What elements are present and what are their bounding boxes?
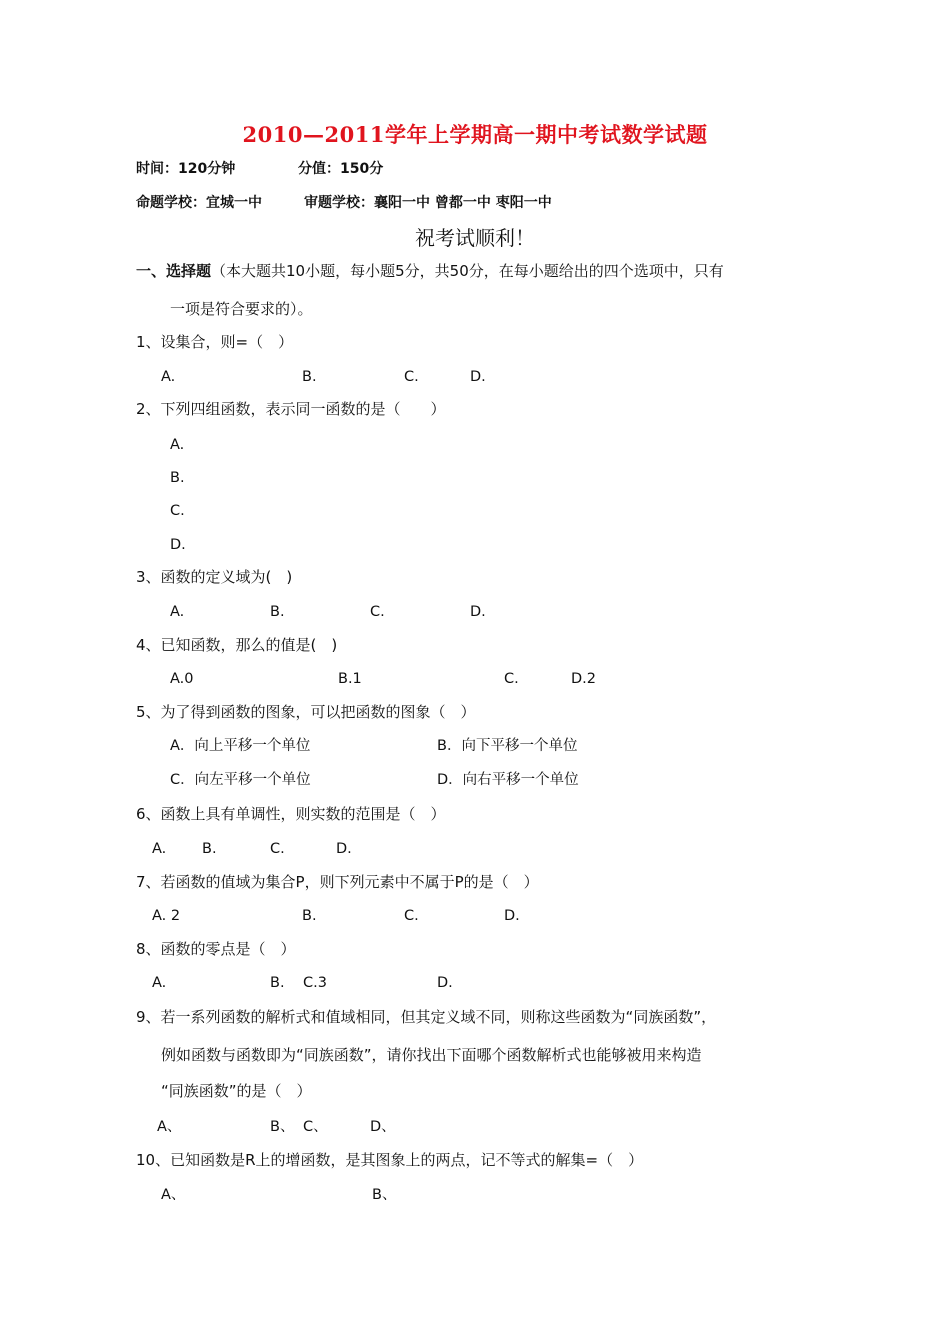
- q7-option-c: C.: [404, 908, 419, 924]
- q8-option-d: D.: [437, 975, 453, 991]
- question-3: 3、函数的定义域为( ): [136, 568, 293, 586]
- q6-option-c: C.: [270, 841, 285, 857]
- question-4: 4、已知函数，那么的值是( ): [136, 636, 338, 654]
- q2-option-d: D.: [170, 537, 186, 553]
- q7-option-d: D.: [504, 908, 520, 924]
- q4-option-b: B.1: [338, 671, 362, 687]
- q4-option-c: C.: [504, 671, 519, 687]
- q10-option-a: A、: [161, 1187, 186, 1203]
- exam-score: 分值：150分: [298, 161, 384, 177]
- q9-option-c: C、: [303, 1119, 328, 1135]
- question-1: 1、设集合，则=（ ）: [136, 333, 294, 351]
- q8-option-c: C.3: [303, 975, 327, 991]
- q1-option-a: A.: [161, 369, 176, 385]
- question-2: 2、下列四组函数，表示同一函数的是（ ）: [136, 400, 446, 418]
- q3-option-a: A.: [170, 604, 185, 620]
- question-5: 5、为了得到函数的图象，可以把函数的图象（ ）: [136, 703, 476, 721]
- section-label: 一、选择题: [136, 262, 212, 280]
- q4-option-a: A.0: [170, 671, 194, 687]
- reviewing-schools: 审题学校：襄阳一中 曾都一中 枣阳一中: [304, 195, 552, 211]
- proposing-school: 命题学校：宜城一中: [136, 195, 262, 211]
- q5-option-c: C．向左平移一个单位: [170, 772, 311, 788]
- q4-option-d: D.2: [571, 671, 596, 687]
- q6-option-a: A.: [152, 841, 167, 857]
- question-7: 7、若函数的值域为集合P，则下列元素中不属于P的是（ ）: [136, 873, 539, 891]
- question-8: 8、函数的零点是（ ）: [136, 940, 296, 958]
- question-9-line-2: 例如函数与函数即为“同族函数”，请你找出下面哪个函数解析式也能够被用来构造: [161, 1046, 702, 1064]
- q5-option-d: D．向右平移一个单位: [437, 772, 579, 788]
- exam-title: 2010—2011学年上学期高一期中考试数学试题: [242, 122, 708, 147]
- q7-option-a: A. 2: [152, 908, 181, 924]
- q1-option-d: D.: [470, 369, 486, 385]
- exam-time: 时间：120分钟: [136, 161, 236, 177]
- question-6: 6、函数上具有单调性，则实数的范围是（ ）: [136, 805, 446, 823]
- q8-option-b: B.: [270, 975, 285, 991]
- q9-option-a: A、: [157, 1119, 182, 1135]
- section-description: （本大题共10小题，每小题5分，共50分，在每小题给出的四个选项中，只有: [211, 262, 724, 280]
- q9-option-d: D、: [370, 1119, 396, 1135]
- question-9-line-3: “同族函数”的是（ ）: [161, 1082, 312, 1100]
- section-description-cont: 一项是符合要求的）。: [170, 300, 313, 318]
- q2-option-b: B.: [170, 470, 185, 486]
- q1-option-b: B.: [302, 369, 317, 385]
- q2-option-a: A.: [170, 437, 185, 453]
- question-9-line-1: 9、若一系列函数的解析式和值域相同，但其定义域不同，则称这些函数为“同族函数”，: [136, 1008, 717, 1026]
- question-10: 10、已知函数是R上的增函数，是其图象上的两点，记不等式的解集=（ ）: [136, 1151, 644, 1169]
- q9-option-b: B、: [270, 1119, 295, 1135]
- q2-option-c: C.: [170, 503, 185, 519]
- q6-option-b: B.: [202, 841, 217, 857]
- q3-option-b: B.: [270, 604, 285, 620]
- q1-option-c: C.: [404, 369, 419, 385]
- q8-option-a: A.: [152, 975, 167, 991]
- good-luck-message: 祝考试顺利！: [415, 226, 535, 250]
- q10-option-b: B、: [372, 1187, 397, 1203]
- q5-option-a: A．向上平移一个单位: [170, 738, 311, 754]
- q3-option-d: D.: [470, 604, 486, 620]
- q5-option-b: B．向下平移一个单位: [437, 738, 578, 754]
- section-heading: [136, 264, 724, 279]
- q3-option-c: C.: [370, 604, 385, 620]
- q7-option-b: B.: [302, 908, 317, 924]
- q6-option-d: D.: [336, 841, 352, 857]
